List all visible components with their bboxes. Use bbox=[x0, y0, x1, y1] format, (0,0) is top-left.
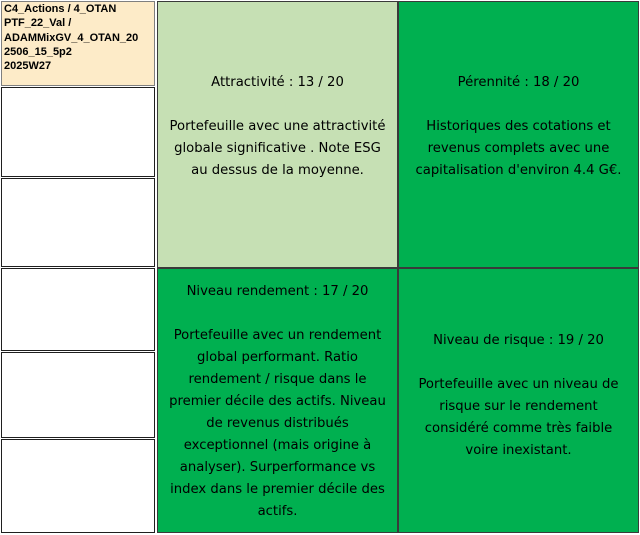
risque-card bbox=[398, 268, 639, 533]
empty-cell-3[interactable] bbox=[1, 268, 155, 351]
empty-cell-1[interactable] bbox=[1, 87, 155, 177]
perennite-card bbox=[398, 1, 639, 268]
rendement-title: Niveau rendement : 17 / 20 bbox=[186, 284, 369, 299]
empty-cell-2[interactable] bbox=[1, 178, 155, 267]
attractivite-title: Attractivité : 13 / 20 bbox=[211, 74, 344, 90]
risque-description: Portefeuille avec un niveau de risque sur le rendement considéré comme très faible voire inexistant. bbox=[418, 376, 619, 458]
empty-cell-4[interactable] bbox=[1, 352, 155, 438]
attractivite-card bbox=[157, 1, 398, 268]
rendement-description: Portefeuille avec un rendement global performant. Ratio rendement / risque dans le premier décile des actifs. Niveau de revenus distribués exceptionnel (mais origine à analyser). Surperformance vs index dans le premier décile des actifs. bbox=[169, 328, 386, 519]
attractivite-description: Portefeuille avec une attractivité globale significative . Note ESG au dessus de la moyenne. bbox=[169, 118, 386, 178]
perennite-description: Historiques des cotations et revenus complets avec une capitalisation d'environ 4.4 G€. bbox=[415, 118, 622, 178]
rendement-card bbox=[157, 268, 398, 533]
portfolio-id-cell[interactable]: C4_Actions / 4_OTAN PTF_22_Val / ADAMMixGV_4_OTAN_20 2506_15_5p2 2025W27 bbox=[1, 1, 155, 86]
perennite-title: Pérennité : 18 / 20 bbox=[457, 74, 580, 90]
empty-cell-5[interactable] bbox=[1, 439, 155, 533]
left-column bbox=[0, 0, 157, 535]
risque-title: Niveau de risque : 19 / 20 bbox=[433, 332, 604, 348]
